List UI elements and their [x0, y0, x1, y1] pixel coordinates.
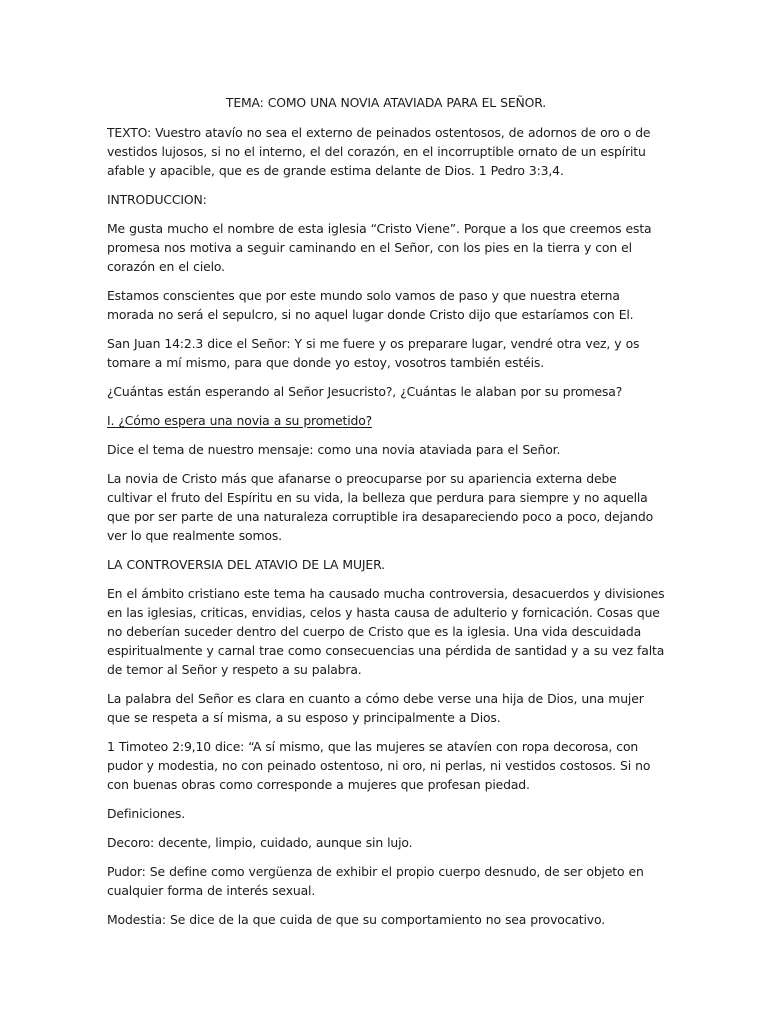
- section-heading-1: I. ¿Cómo espera una novia a su prometido?: [107, 413, 373, 428]
- paragraph-timoteo: 1 Timoteo 2:9,10 dice: “A sí mismo, que las mujeres se atavíen con ropa decorosa, con pudor y modestia, no con peinado ostentoso, ni oro, ni perlas, ni vestidos costosos. Si no con buenas obras como corresponde a mujeres que profesan piedad.: [107, 739, 651, 792]
- paragraph-conscientes: Estamos conscientes que por este mundo solo vamos de paso y que nuestra eterna morada no será el sepulcro, si no aquel lugar donde Cristo dijo que estaríamos con El.: [107, 288, 634, 322]
- paragraph-texto: TEXTO: Vuestro atavío no sea el externo de peinados ostentosos, de adornos de oro o de vestidos lujosos, si no el interno, el del corazón, en el incorruptible ornato de un espíritu afable y apacible, que es de grande estima delante de Dios. 1 Pedro 3:3,4.: [107, 125, 651, 178]
- definition-modestia: Modestia: Se dice de la que cuida de que su comportamiento no sea provocativo.: [107, 912, 605, 927]
- heading-introduccion: INTRODUCCION:: [107, 192, 207, 207]
- heading-controversia: LA CONTROVERSIA DEL ATAVIO DE LA MUJER.: [107, 557, 385, 572]
- paragraph-preguntas: ¿Cuántas están esperando al Señor Jesucristo?, ¿Cuántas le alaban por su promesa?: [107, 384, 623, 399]
- heading-definiciones: Definiciones.: [107, 806, 186, 821]
- paragraph-ambito: En el ámbito cristiano este tema ha causado mucha controversia, desacuerdos y divisiones en las iglesias, criticas, envidias, celos y hasta causa de adulterio y fornicación. Cosas que no deberían suceder dentro del cuerpo de Cristo que es la iglesia. Una vida descuidada espiritualmente y carnal trae como consecuencias una pérdida de santidad y a su vez falta de temor al Señor y respeto a su palabra.: [107, 586, 665, 677]
- paragraph-tema: Dice el tema de nuestro mensaje: como una novia ataviada para el Señor.: [107, 442, 561, 457]
- paragraph-iglesia: Me gusta mucho el nombre de esta iglesia “Cristo Viene”. Porque a los que creemos esta promesa nos motiva a seguir caminando en el Señor, con los pies en la tierra y con el corazón en el cielo.: [107, 221, 652, 274]
- paragraph-novia: La novia de Cristo más que afanarse o preocuparse por su apariencia externa debe cultivar el fruto del Espíritu en su vida, la belleza que perdura para siempre y no aquella que por ser parte de una naturaleza corruptible ira desapareciendo poco a poco, dejando ver lo que realmente somos.: [107, 471, 654, 543]
- paragraph-palabra: La palabra del Señor es clara en cuanto a cómo debe verse una hija de Dios, una mujer que se respeta a sí misma, a su esposo y principalmente a Dios.: [107, 691, 644, 725]
- document-title: TEMA: COMO UNA NOVIA ATAVIADA PARA EL SEÑOR.: [225, 95, 547, 110]
- document-body: [107, 93, 665, 939]
- definition-pudor: Pudor: Se define como vergüenza de exhibir el propio cuerpo desnudo, de ser objeto en cualquier forma de interés sexual.: [107, 864, 644, 898]
- paragraph-san-juan: San Juan 14:2.3 dice el Señor: Y si me fuere y os preparare lugar, vendré otra vez, y os tomare a mí mismo, para que donde yo estoy, vosotros también estéis.: [107, 336, 640, 370]
- definition-decoro: Decoro: decente, limpio, cuidado, aunque sin lujo.: [107, 835, 413, 850]
